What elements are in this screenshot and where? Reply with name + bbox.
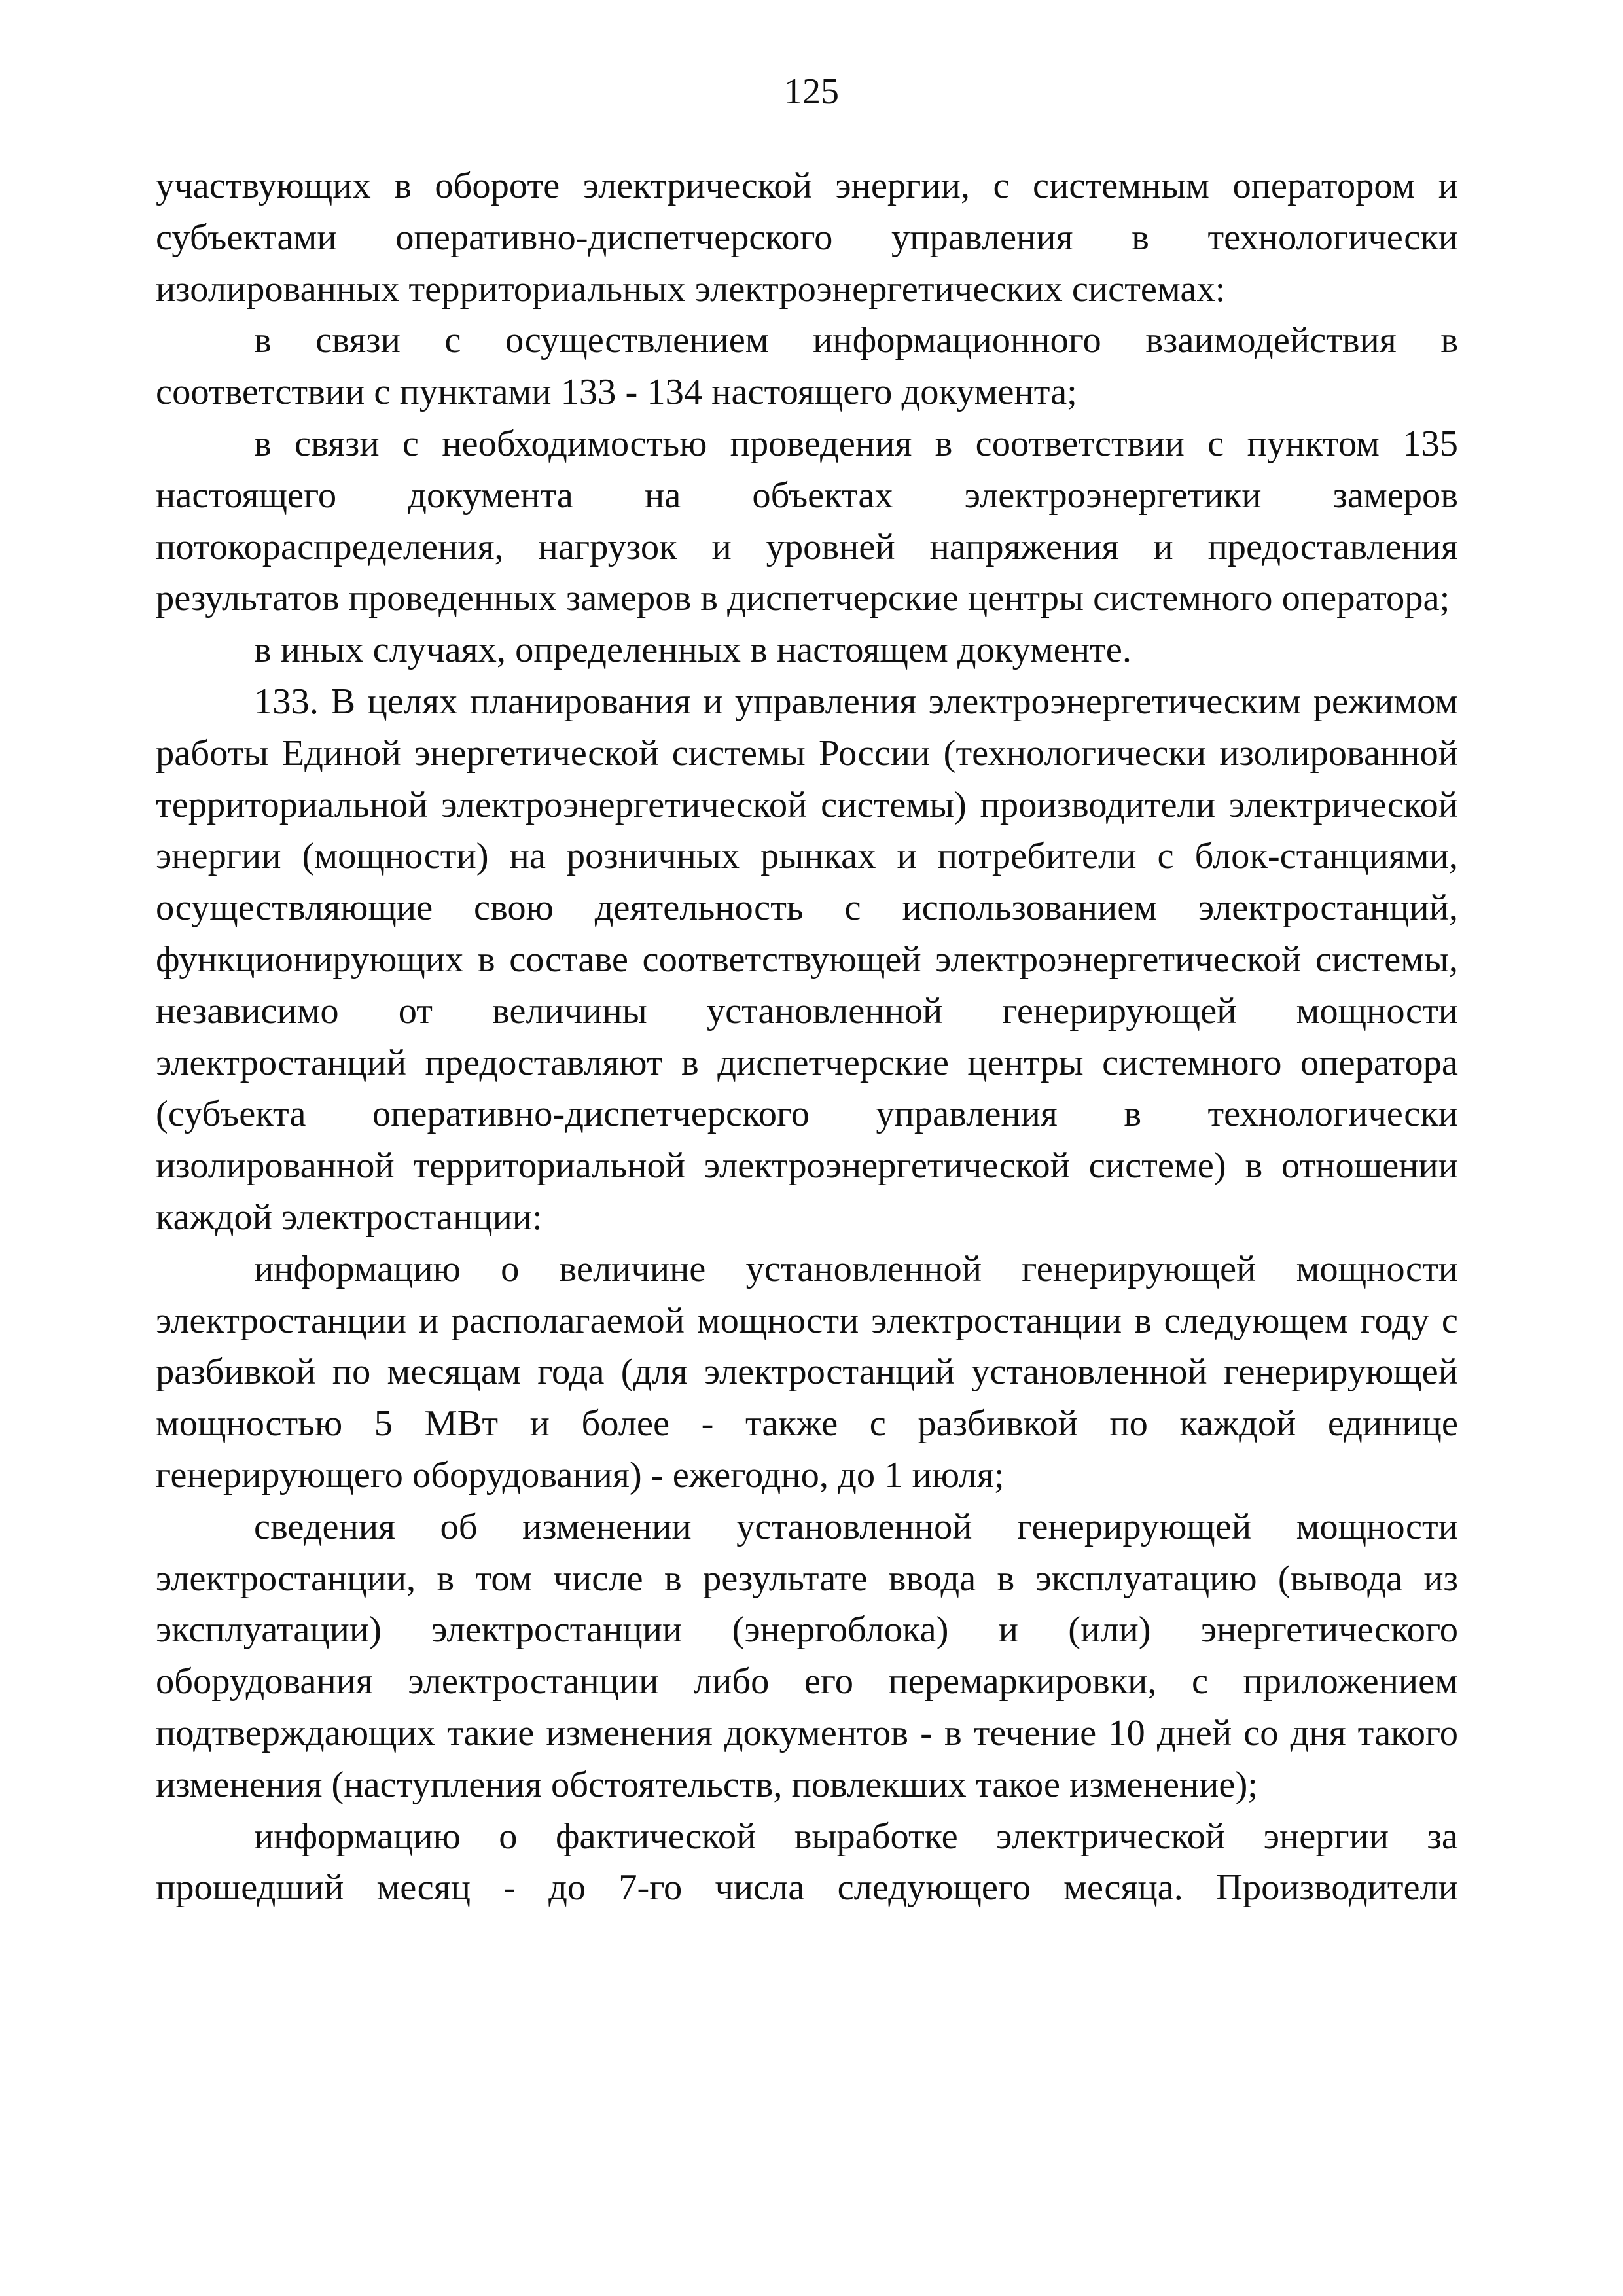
paragraph-5: 133. В целях планирования и управления электроэнергетическим режимом работы Единой энергетической системы России (технологически изолированной территориальной электроэнергетической системы) производители электрической энергии (мощности) на розничных рынках и потребители с блок-станциями, осуществляющие свою деятельность с использованием электростанций, функционирующих в составе соответствующей электроэнергетической системы, независимо от величины установленной генерирующей мощности электростанций предоставляют в диспетчерские центры системного оператора (субъекта оперативно-диспетчерского управления в технологически изолированной территориальной электроэнергетической системе) в отношении каждой электростанции: <box>156 681 1458 1238</box>
paragraph-7: сведения об изменении установленной генерирующей мощности электростанции, в том числе в результате ввода в эксплуатацию (вывода из эксплуатации) электростанции (энергоблока) и (или) энергетического оборудования электростанции либо его перемаркировки, с приложением подтверждающих такие изменения документов - в течение 10 дней со дня такого изменения (наступления обстоятельств, повлекших такое изменение); <box>156 1506 1458 1805</box>
paragraph-1: участвующих в обороте электрической энергии, с системным оператором и субъектами оперативно-диспетчерского управления в технологически изолированных территориальных электроэнергетических системах: <box>156 166 1458 310</box>
document-body <box>156 160 1458 1914</box>
page-number: 125 <box>784 71 839 112</box>
paragraph-8: информацию о фактической выработке электрической энергии за прошедший месяц - до 7-го числа следующего месяца. Производители <box>156 1816 1458 1909</box>
paragraph-3: в связи с необходимостью проведения в соответствии с пунктом 135 настоящего документа на объектах электроэнергетики замеров потокораспределения, нагрузок и уровней напряжения и предоставления результатов проведенных замеров в диспетчерские центры системного оператора; <box>156 423 1458 619</box>
paragraph-4: в иных случаях, определенных в настоящем документе. <box>254 630 1132 671</box>
paragraph-6: информацию о величине установленной генерирующей мощности электростанции и располагаемой мощности электростанции в следующем году с разбивкой по месяцам года (для электростанций установленной генерирующей мощностью 5 МВт и более - также с разбивкой по каждой единице генерирующего оборудования) - ежегодно, до 1 июля; <box>156 1248 1458 1496</box>
paragraph-2: в связи с осуществлением информационного взаимодействия в соответствии с пунктами 133 - 134 настоящего документа; <box>156 320 1458 413</box>
